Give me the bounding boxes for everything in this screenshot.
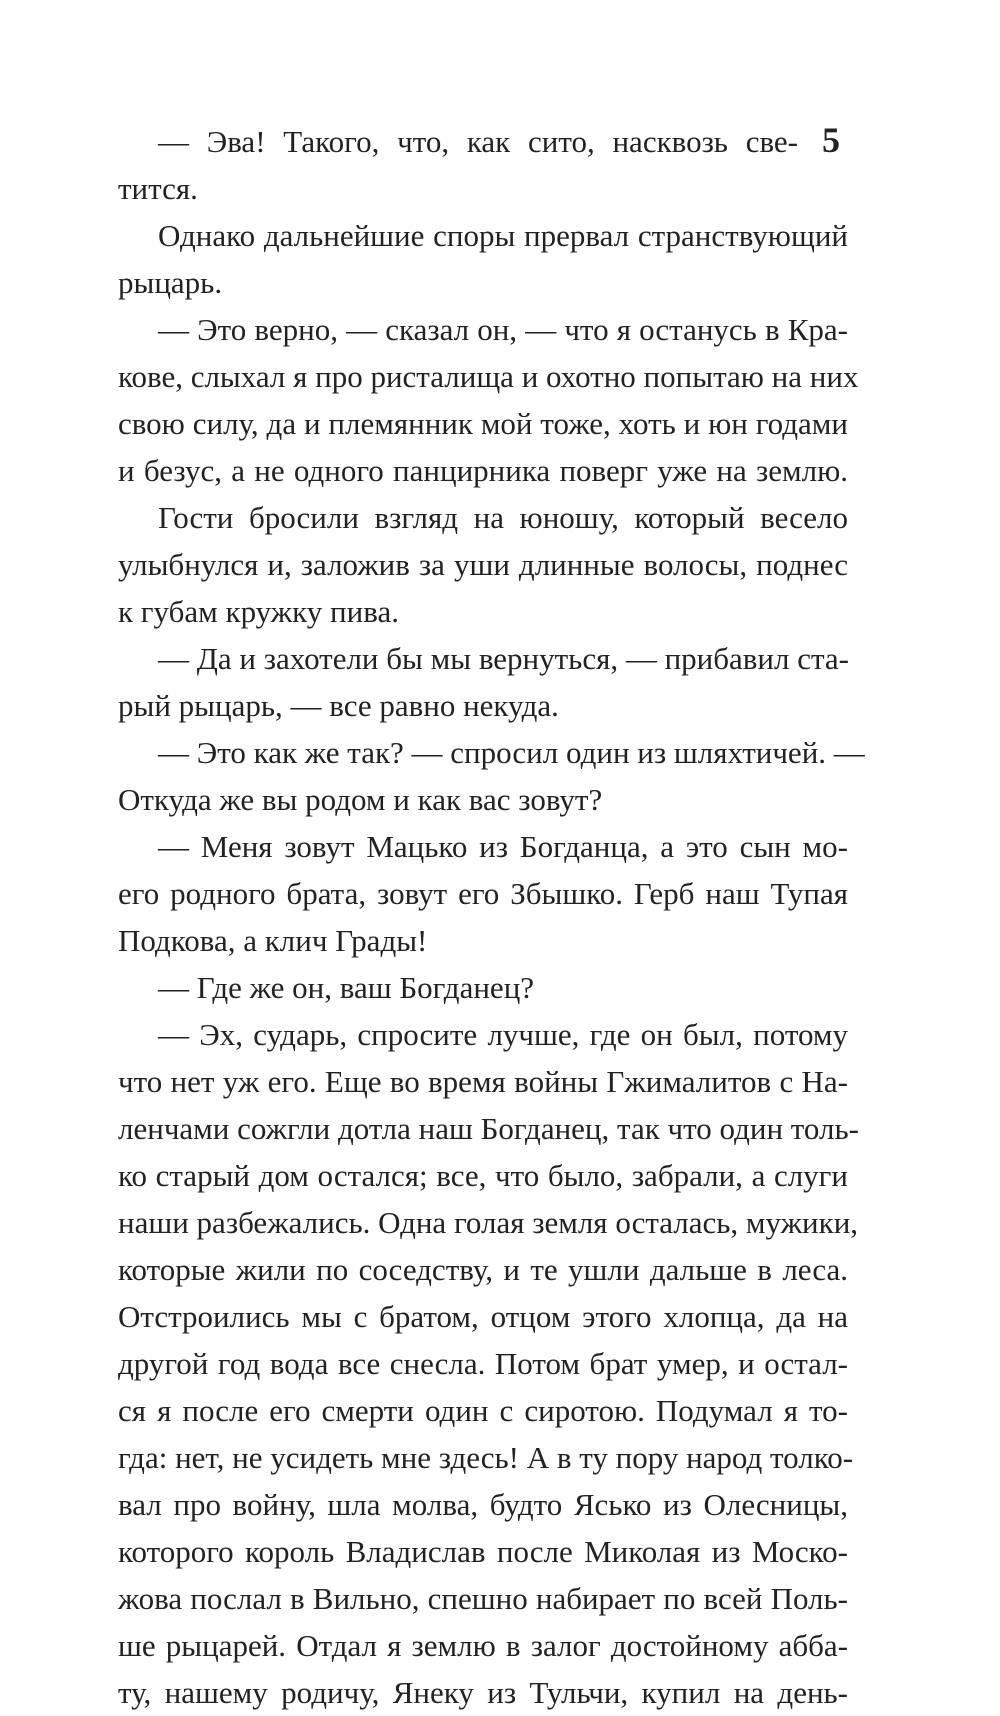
text-line: Подкова, а клич Грады! — [118, 923, 428, 958]
text-line: Отстроились мы с братом, отцом этого хлопца, да на — [118, 1299, 848, 1334]
text-line: улыбнулся и, заложив за уши длинные волосы, поднес — [118, 547, 848, 582]
text-line: гда: нет, не усидеть мне здесь! А в ту пору народ толко- — [118, 1440, 854, 1475]
text-line: — Эх, сударь, спросите лучше, где он был, потому — [158, 1017, 848, 1052]
text-line: Однако дальнейшие споры прервал странствующий — [158, 218, 848, 253]
text-line: — Эва! Такого, что, как сито, насквозь све- — [158, 124, 798, 159]
text-line: рый рыцарь, — все равно некуда. — [118, 688, 559, 723]
text-line: ту, нашему родичу, Янеку из Тульчи, купил на день- — [118, 1675, 848, 1710]
text-line: — Где же он, ваш Богданец? — [158, 970, 535, 1005]
text-line: рыцарь. — [118, 265, 223, 300]
text-line: что нет уж его. Еще во время войны Гжималитов с На- — [118, 1064, 848, 1099]
text-line: — Это как же так? — спросил один из шляхтичей. — — [158, 735, 865, 770]
text-line: жова послал в Вильно, спешно набирает по всей Поль- — [118, 1581, 848, 1616]
text-line: тится. — [118, 171, 198, 206]
page-number: 5 — [822, 120, 840, 160]
text-line: Откуда же вы родом и как вас зовут? — [118, 782, 603, 817]
text-line: ше рыцарей. Отдал я землю в залог достойному абба- — [118, 1628, 848, 1663]
text-line: которого король Владислав после Миколая из Моско- — [118, 1534, 848, 1569]
text-line: кове, слыхал я про ристалища и охотно попытаю на них — [118, 359, 859, 394]
text-line: — Меня зовут Мацько из Богданца, а это сын мо- — [158, 829, 848, 864]
text-line: — Да и захотели бы мы вернуться, — прибавил ста- — [158, 641, 850, 676]
text-line: и безус, а не одного панцирника поверг уже на землю. — [118, 453, 848, 488]
text-line: ся я после его смерти один с сиротою. Подумал я то- — [118, 1393, 848, 1428]
body-text — [118, 118, 865, 1716]
text-line: другой год вода все снесла. Потом брат умер, и остал- — [118, 1346, 848, 1381]
text-line: — Это верно, — сказал он, — что я останусь в Кра- — [158, 312, 848, 347]
text-line: вал про войну, шла молва, будто Ясько из Олесницы, — [118, 1487, 848, 1522]
text-line: свою силу, да и племянник мой тоже, хоть и юн годами — [118, 406, 848, 441]
text-line: ленчами сожгли дотла наш Богданец, так что один толь- — [118, 1111, 859, 1146]
text-line: его родного брата, зовут его Збышко. Герб наш Тупая — [118, 876, 848, 911]
text-line: наши разбежались. Одна голая земля осталась, мужики, — [118, 1205, 859, 1240]
text-line: к губам кружку пива. — [118, 594, 399, 629]
text-line: ко старый дом остался; все, что было, забрали, а слуги — [118, 1158, 848, 1193]
text-line: которые жили по соседству, и те ушли дальше в леса. — [118, 1252, 848, 1287]
text-line: Гости бросили взгляд на юношу, который весело — [158, 500, 848, 535]
